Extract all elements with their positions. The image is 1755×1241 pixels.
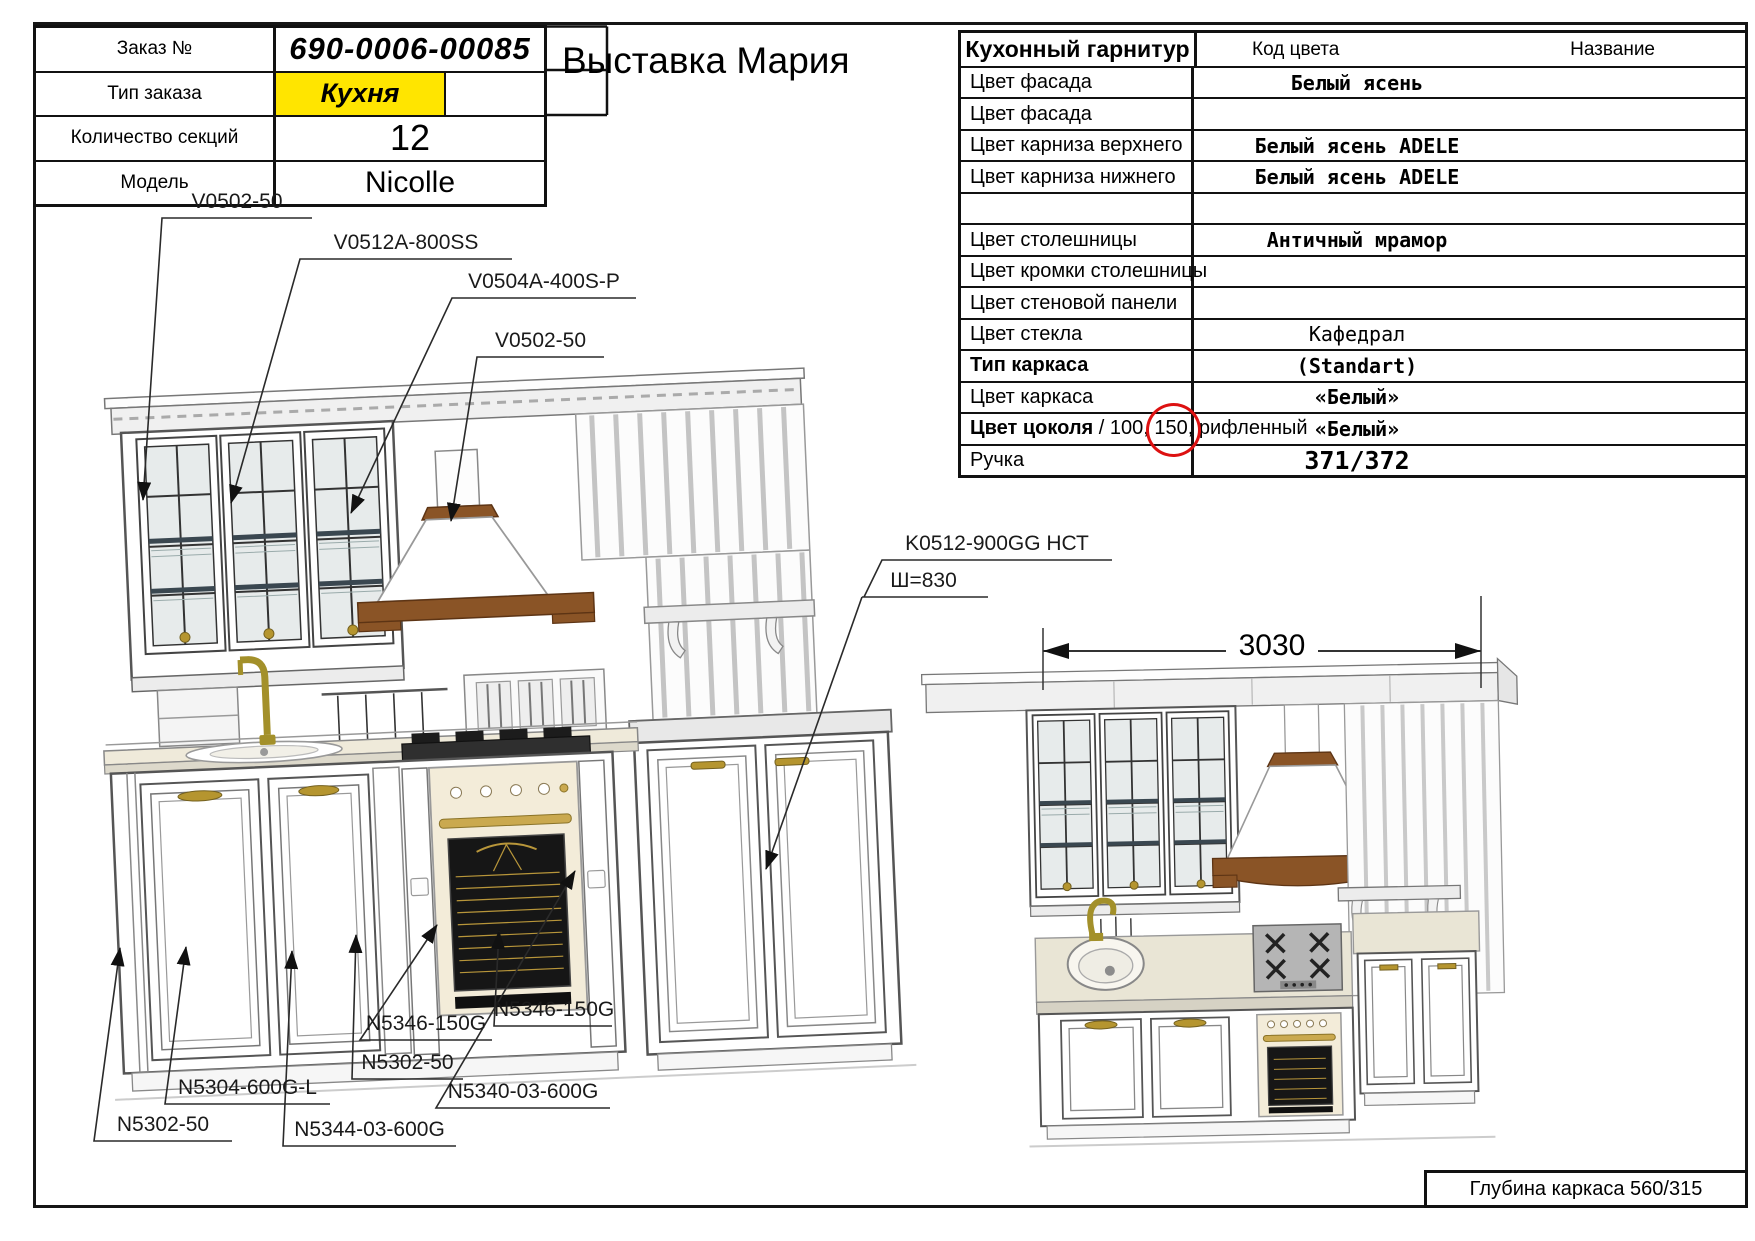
callout-n5340-03-600g: N5340-03-600G <box>447 1080 599 1103</box>
oven-left <box>429 761 588 1015</box>
order-number-value: 690-0006-00085 <box>289 31 531 67</box>
callout-v0502-mid: V0502-50 <box>494 329 587 352</box>
callout-n5302-bottom: N5302-50 <box>116 1113 210 1136</box>
callout-v0512a-800ss: V0512A-800SS <box>333 231 479 254</box>
faucet-left <box>259 735 275 746</box>
page-title: Выставка Мария <box>562 40 850 81</box>
model-label: Модель <box>36 162 276 205</box>
spec-table-header <box>961 33 1745 68</box>
spec-row-facade-2: Цвет фасада <box>961 99 1745 130</box>
kitchen-drawing-left <box>85 365 917 1100</box>
order-number-label: Заказ № <box>36 28 276 71</box>
dimension-3030-label: 3030 <box>1238 629 1306 662</box>
base-cabinets-right <box>1039 1008 1356 1140</box>
order-number-row <box>36 28 544 71</box>
spec-row-worktop: Цвет столешницы Античный мрамор <box>961 225 1745 256</box>
callout-n5344-03-600g: N5344-03-600G <box>294 1118 445 1141</box>
callout-v0502-top: V0502-50 <box>191 190 283 213</box>
order-type-row <box>36 71 544 116</box>
callout-n5346-left: N5346-150G <box>365 1012 487 1035</box>
spec-row-worktop-edge: Цвет кромки столешницы <box>961 257 1745 288</box>
spec-row-plinth-color: Цвет цоколя / 100, 150, рифленный «Белый» <box>961 414 1745 445</box>
circled-plinth-height: 150, <box>1154 417 1194 440</box>
oven-right <box>1257 1013 1343 1117</box>
spec-table-title: Кухонный гарнитур <box>961 33 1197 66</box>
spec-row-handle: Ручка 371/372 <box>961 446 1745 475</box>
slat-panel-left <box>576 404 819 723</box>
sections-count-value: 12 <box>389 117 431 159</box>
col-header-code: Код цвета <box>1252 38 1340 60</box>
hob-right <box>1253 924 1342 992</box>
spec-row-glass: Цвет стекла Кафедрал <box>961 320 1745 351</box>
spec-row-facade-1: Цвет фасада Белый ясень <box>961 68 1745 99</box>
col-header-name: Название <box>1570 38 1655 60</box>
wall-cabinets-right <box>1026 706 1240 957</box>
sections-count-row <box>36 115 544 160</box>
carcass-depth-note: Глубина каркаса 560/315 <box>1424 1170 1748 1208</box>
order-info-table <box>33 25 547 207</box>
spec-row-carcass-type: Тип каркаса (Standart) <box>961 351 1745 382</box>
sections-count-label: Количество секций <box>36 117 276 160</box>
spec-row-cornice-upper: Цвет карниза верхнего Белый ясень ADELE <box>961 131 1745 162</box>
order-type-label: Тип заказа <box>36 73 276 116</box>
callout-v0504a-400s-p: V0504A-400S-P <box>468 270 620 293</box>
spec-row-carcass-color: Цвет каркаса «Белый» <box>961 383 1745 414</box>
callout-n5304-600g-l: N5304-600G-L <box>178 1076 317 1099</box>
model-value: Nicolle <box>364 165 456 199</box>
wall-cabinets-left <box>121 421 404 692</box>
spec-row-cornice-lower: Цвет карниза нижнего Белый ясень ADELE <box>961 162 1745 193</box>
tall-cabinet-left-drawing <box>629 710 906 1071</box>
spec-table <box>958 30 1748 478</box>
spec-row-wall-panel: Цвет стеновой панели <box>961 288 1745 319</box>
callout-k0512-900gg: K0512-900GG НСТ <box>905 532 1089 555</box>
callout-n5302-mid: N5302-50 <box>361 1051 454 1074</box>
callout-n5346-right: N5346-150G <box>494 998 615 1021</box>
callout-hood-width: Ш=830 <box>890 569 957 592</box>
right-low-unit <box>1353 911 1483 1106</box>
spec-row-empty <box>961 194 1745 225</box>
kitchen-drawing-right <box>922 658 1527 1148</box>
order-type-value: Кухня <box>276 73 446 116</box>
